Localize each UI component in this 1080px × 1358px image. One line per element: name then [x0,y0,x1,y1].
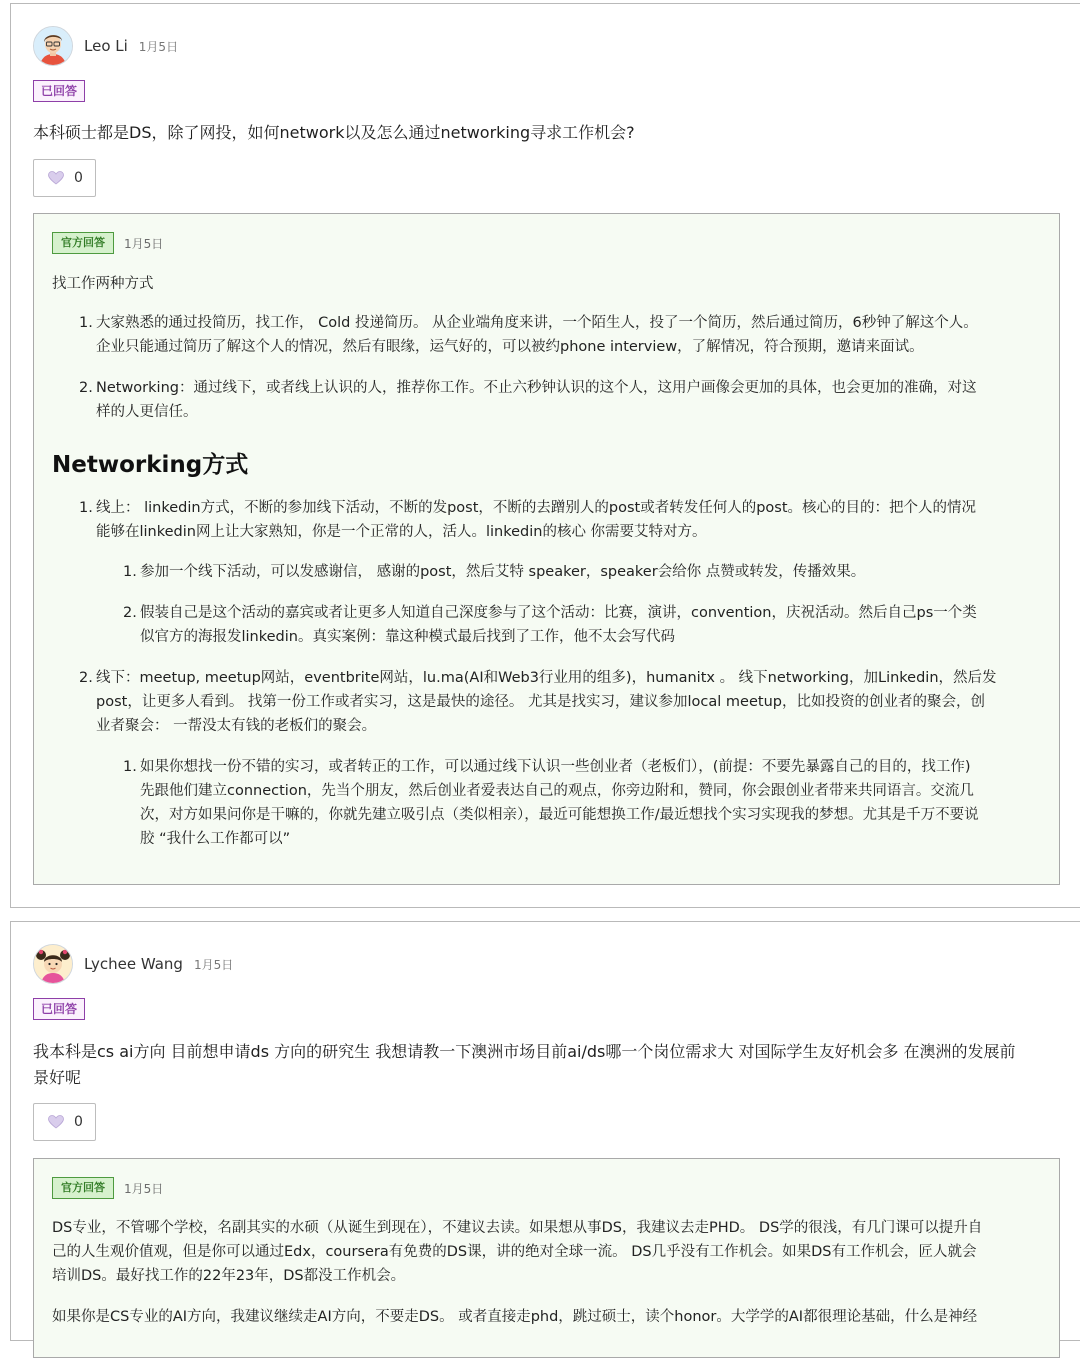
list-number: 2. [123,605,137,621]
list-item-text: 假装自己是这个活动的嘉宾或者让更多人知道自己深度参与了这个活动：比赛，演讲，convention，庆祝活动。然后自己ps一个类 [140,605,977,621]
post-card [10,3,1080,908]
answer-paragraph: 如果你是CS专业的AI方向，我建议继续走AI方向，不要走DS。 或者直接走phd，跳过硕士，读个honor。大学学的AI都很理论基础，什么是神经 [52,1309,978,1325]
list-item-text: 线上： linkedin方式，不断的参加线下活动，不断的发post，不断的去蹭别人的post或者转发任何人的post。核心的目的：把个人的情况 [96,500,977,516]
like-count: 0 [74,170,83,186]
list-item-text: 企业只能通过简历了解这个人的情况，然后有眼缘，运气好的，可以被约phone interview，了解情况，符合预期，邀请来面试。 [96,339,924,355]
question-text: 景好呢 [33,1068,82,1087]
status-badge: 已回答 [33,998,85,1020]
girl-avatar-icon[interactable] [33,944,73,984]
answer-header [52,1177,163,1199]
list-number: 1. [79,315,93,331]
official-answer [33,1158,1060,1358]
boy-avatar-icon[interactable] [33,26,73,66]
list-item-text: 业者聚会： 一帮没太有钱的老板们的聚会。 [96,718,377,734]
official-answer [33,213,1060,885]
post-date: 1月5日 [193,957,234,972]
post-header [33,26,178,66]
question-text: 本科硕士都是DS，除了网投，如何network以及怎么通过networking寻求工作机会? [33,123,635,142]
post-card [10,921,1080,1341]
list-item-text: 次，对方如果问你是干嘛的，你就先建立吸引点（类似相亲），最近可能想换工作/最近想找个实习实现我的梦想。尤其是千万不要说 [140,807,979,823]
post-header [33,944,233,984]
post-date: 1月5日 [138,39,179,54]
official-answer-badge: 官方回答 [52,232,114,254]
question-text: 我本科是cs ai方向 目前想申请ds 方向的研究生 我想请教一下澳洲市场目前ai/ds哪一个岗位需求大 对国际学生友好机会多 在澳洲的发展前 [33,1042,1016,1061]
answer-date: 1月5日 [124,236,164,251]
list-item-text: 如果你想找一份不错的实习，或者转正的工作，可以通过线下认识一些创业者（老板们），(前提：不要先暴露自己的目的，找工作) [140,759,971,775]
list-item-text: 能够在linkedin网上让大家熟知，你是一个正常的人，活人。linkedin的核心 你需要艾特对方。 [96,524,707,540]
list-item-text: 参加一个线下活动，可以发感谢信， 感谢的post，然后艾特 speaker，speaker会给你 点赞或转发，传播效果。 [140,564,866,580]
answer-date: 1月5日 [124,1181,164,1196]
like-button[interactable] [33,159,96,197]
heart-icon [48,1115,64,1129]
list-item-text: post，让更多人看到。 找第一份工作或者实习，这是最快的途径。 尤其是找实习，建议参加local meetup，比如投资的创业者的聚会，创 [96,694,985,710]
username[interactable]: Lychee Wang [84,955,183,973]
list-number: 1. [79,500,93,516]
list-item-text: 大家熟悉的通过投简历，找工作， Cold 投递简历。 从企业端角度来讲，一个陌生人，投了一个简历，然后通过简历，6秒钟了解这个人。 [96,315,978,331]
list-item-text: 㬵 “我什么工作都可以” [140,831,291,847]
list-item-text: 样的人更信任。 [96,404,198,420]
username[interactable]: Leo Li [84,37,128,55]
answer-heading: Networking方式 [52,452,249,478]
list-number: 1. [123,759,137,775]
list-item-text: Networking：通过线下，或者线上认识的人，推荐你工作。不止六秒钟认识的这个人，这用户画像会更加的具体，也会更加的准确，对这 [96,380,977,396]
heart-icon [48,171,64,185]
answer-header [52,232,163,254]
answer-paragraph: DS专业，不管哪个学校，名副其实的水硕（从诞生到现在），不建议去读。如果想从事DS，我建议去走PHD。 DS学的很浅，有几门课可以提升自 [52,1220,983,1236]
answer-paragraph: 培训DS。最好找工作的22年23年，DS都没工作机会。 [52,1268,406,1284]
list-item-text: 似官方的海报发linkedin。真实案例：靠这种模式最后找到了工作，他不太会写代码 [140,629,675,645]
answer-intro: 找工作两种方式 [52,276,154,292]
list-item-text: 线下：meetup, meetup网站，eventbrite网站，lu.ma(AI和Web3行业用的组多)，humanitx 。 线下networking，加Linkedin，然后发 [96,670,997,686]
like-count: 0 [74,1114,83,1130]
list-number: 2. [79,380,93,396]
answer-paragraph: 己的人生观价值观，但是你可以通过Edx，coursera有免费的DS课，讲的绝对全球一流。 DS几乎没有工作机会。如果DS有工作机会，匠人就会 [52,1244,977,1260]
official-answer-badge: 官方回答 [52,1177,114,1199]
list-number: 2. [79,670,93,686]
status-badge: 已回答 [33,80,85,102]
list-number: 1. [123,564,137,580]
like-button[interactable] [33,1103,96,1141]
list-item-text: 先跟他们建立connection，先当个朋友，然后创业者爱表达自己的观点，你旁边附和，赞同，你会跟创业者带来共同语言。交流几 [140,783,974,799]
